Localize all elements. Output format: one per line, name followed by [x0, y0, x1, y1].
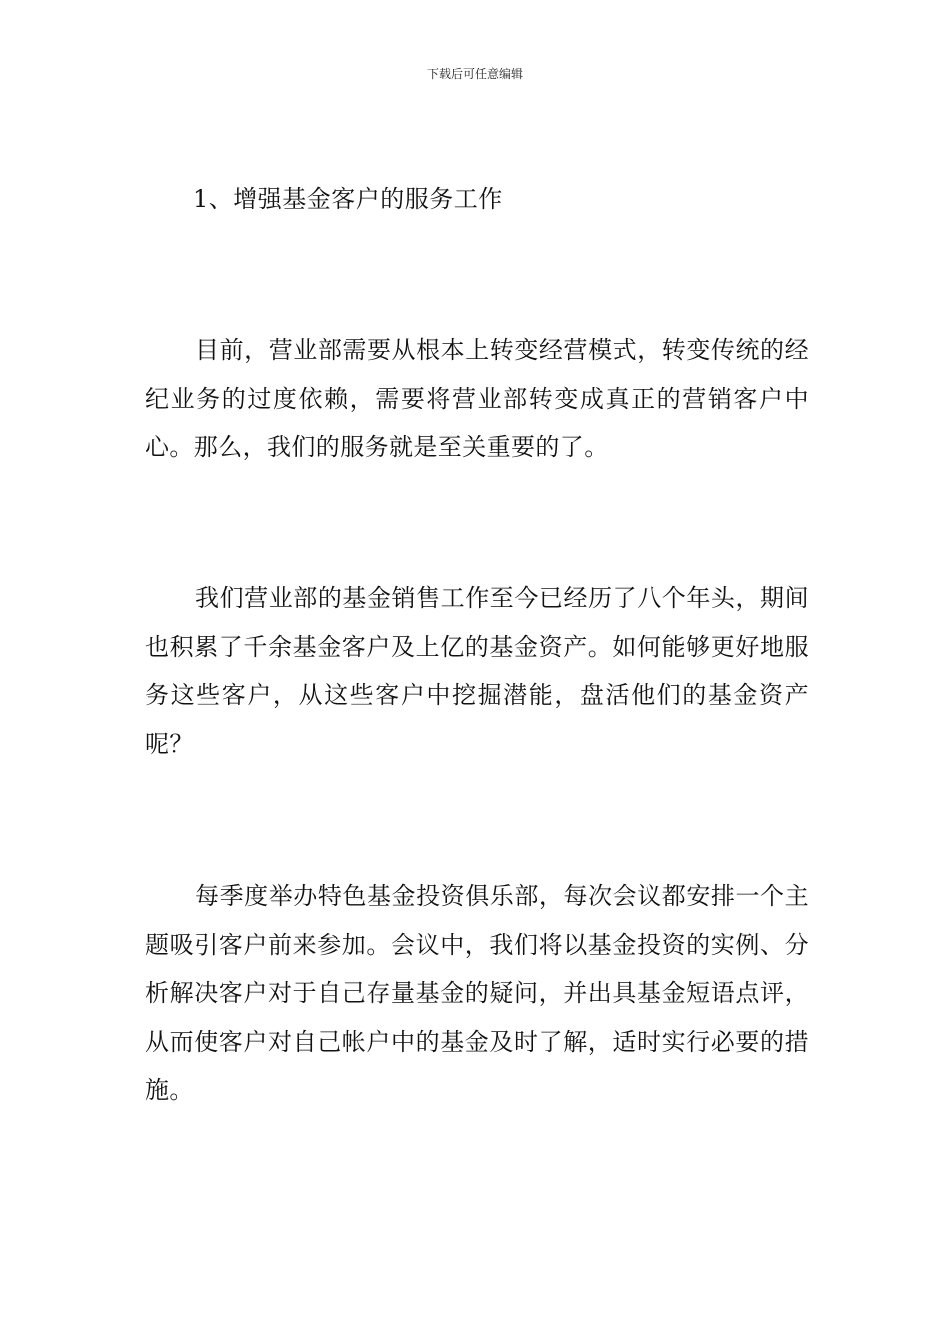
page-header-note: 下载后可任意编辑 — [426, 67, 523, 81]
paragraph-3: 每季度举办特色基金投资俱乐部，每次会议都安排一个主题吸引客户前来参加。会议中，我们将以基金投资的实例、分析解决客户对于自己存量基金的疑问，并出具基金短语点评，从而使客户对自己帐户中的基金及时了解，适时实行必要的措施。 — [145, 882, 809, 1104]
section-heading: 1、增强基金客户的服务工作 — [193, 185, 503, 213]
paragraph-2: 我们营业部的基金销售工作至今已经历了八个年头，期间也积累了千余基金客户及上亿的基金资产。如何能够更好地服务这些客户，从这些客户中挖掘潜能，盘活他们的基金资产呢？ — [145, 584, 809, 758]
paragraph-1: 目前，营业部需要从根本上转变经营模式，转变传统的经纪业务的过度依赖，需要将营业部转变成真正的营销客户中心。那么，我们的服务就是至关重要的了。 — [145, 336, 809, 461]
